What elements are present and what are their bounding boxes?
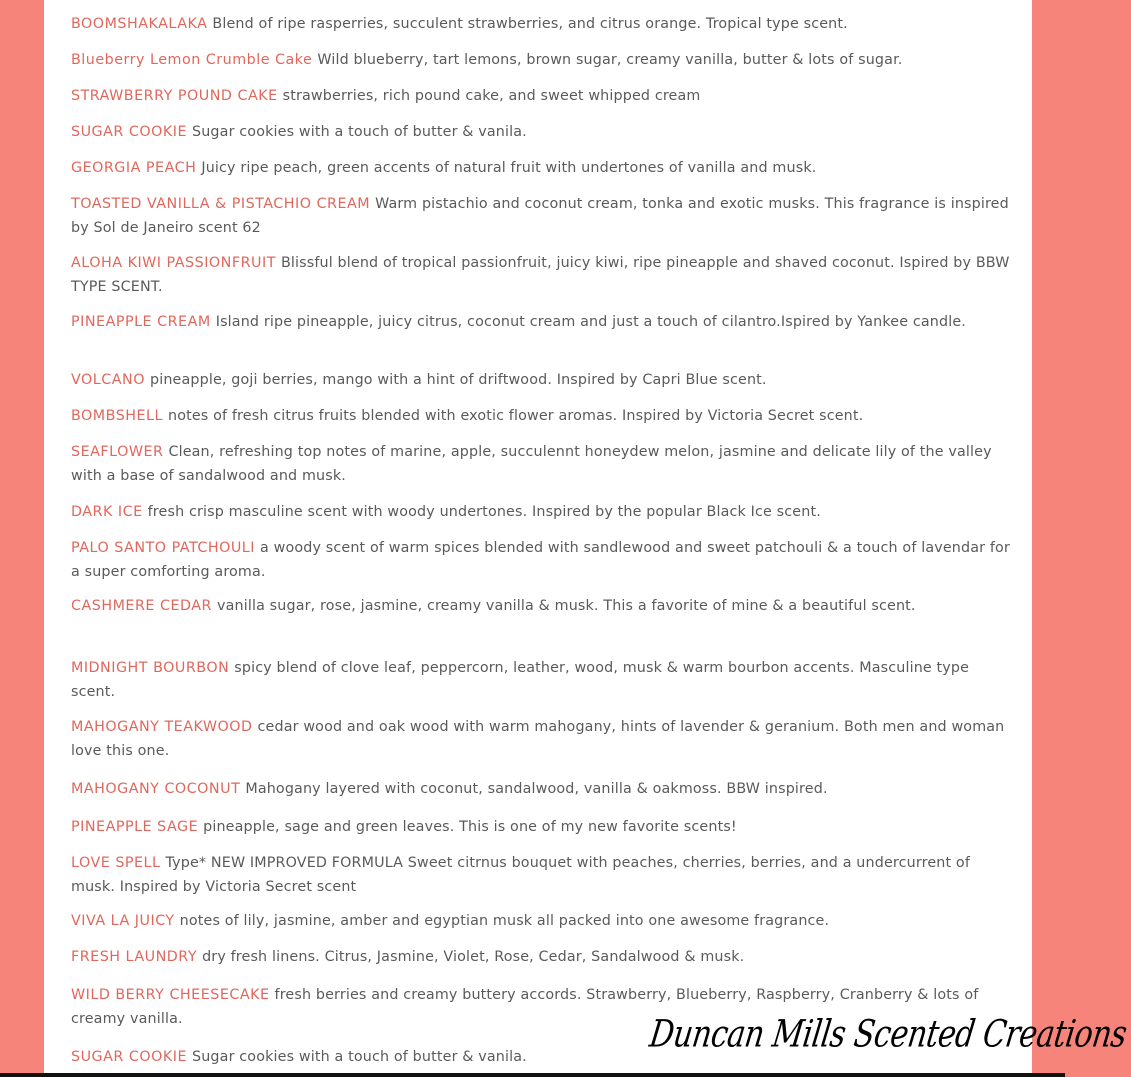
scent-name: MAHOGANY COCONUT — [71, 781, 241, 797]
scent-description: cedar wood and oak wood with warm mahogany, hints of lavender & geranium. Both men and woman love this one. — [71, 719, 1005, 759]
scent-entry — [71, 440, 1014, 488]
scent-entry — [71, 84, 1014, 108]
scent-name: SUGAR COOKIE — [71, 124, 187, 140]
scent-name: PINEAPPLE SAGE — [71, 819, 199, 835]
scent-entry — [71, 368, 1014, 392]
scent-entry — [71, 851, 1014, 899]
scent-name: WILD BERRY CHEESECAKE — [71, 987, 270, 1003]
scent-name: SEAFLOWER — [71, 444, 164, 460]
scent-entry — [71, 251, 1014, 299]
scent-entry — [71, 945, 1014, 969]
scent-description: Warm pistachio and coconut cream, tonka and exotic musks. This fragrance is inspired by Sol de Janeiro scent 62 — [71, 196, 1009, 236]
scent-description: fresh crisp masculine scent with woody undertones. Inspired by the popular Black Ice scent. — [147, 504, 821, 520]
scent-name: MIDNIGHT BOURBON — [71, 660, 230, 676]
scent-entry — [71, 310, 1014, 334]
scent-name: DARK ICE — [71, 504, 143, 520]
scent-list-sheet — [44, 0, 1130, 1073]
scent-entry — [71, 12, 1014, 36]
scent-entry — [71, 715, 1014, 763]
scent-name: PALO SANTO PATCHOULI — [71, 540, 255, 556]
scent-name: ALOHA KIWI PASSIONFRUIT — [71, 255, 276, 271]
scent-name: LOVE SPELL — [71, 855, 161, 871]
scent-description: Type* NEW IMPROVED FORMULA Sweet citrnus bouquet with peaches, cherries, berries, and a undercurrent of musk. Inspired by Victoria Secret scent — [71, 855, 971, 895]
scent-description: Juicy ripe peach, green accents of natural fruit with undertones of vanilla and musk. — [201, 160, 817, 176]
scent-description: Mahogany layered with coconut, sandalwood, vanilla & oakmoss. BBW inspired. — [245, 781, 828, 797]
scent-description: Island ripe pineapple, juicy citrus, coconut cream and just a touch of cilantro.Ispired by Yankee candle. — [215, 314, 966, 330]
scent-name: MAHOGANY TEAKWOOD — [71, 719, 253, 735]
scent-description: a woody scent of warm spices blended with sandlewood and sweet patchouli & a touch of lavendar for a super comforting aroma. — [71, 540, 1010, 580]
scent-entry — [71, 192, 1014, 240]
scent-name: PINEAPPLE CREAM — [71, 314, 211, 330]
scent-description: Sugar cookies with a touch of butter & vanila. — [192, 1049, 527, 1065]
scent-description: notes of fresh citrus fruits blended with exotic flower aromas. Inspired by Victoria Secret scent. — [168, 408, 864, 424]
scent-name: VIVA LA JUICY — [71, 913, 175, 929]
scent-entry — [71, 500, 1014, 524]
scent-name: CASHMERE CEDAR — [71, 598, 212, 614]
scent-description: dry fresh linens. Citrus, Jasmine, Violet, Rose, Cedar, Sandalwood & musk. — [202, 949, 745, 965]
scent-description: vanilla sugar, rose, jasmine, creamy vanilla & musk. This a favorite of mine & a beautiful scent. — [216, 598, 916, 614]
scent-entry — [71, 48, 1014, 72]
scent-entry — [71, 777, 1014, 801]
signature: Duncan Mills Scented Creations — [647, 1012, 1130, 1057]
scent-entry — [71, 156, 1014, 180]
scent-description: Wild blueberry, tart lemons, brown sugar, creamy vanilla, butter & lots of sugar. — [317, 52, 903, 68]
scent-name: BOMBSHELL — [71, 408, 163, 424]
scent-description: Sugar cookies with a touch of butter & vanila. — [192, 124, 527, 140]
scent-entry — [71, 656, 1014, 704]
scent-name: SUGAR COOKIE — [71, 1049, 187, 1065]
scent-description: Blend of ripe rasperries, succulent strawberries, and citrus orange. Tropical type scent. — [212, 16, 848, 32]
scent-entry — [71, 815, 1014, 839]
scent-name: BOOMSHAKALAKA — [71, 16, 208, 32]
scent-description: notes of lily, jasmine, amber and egyptian musk all packed into one awesome fragrance. — [179, 913, 830, 929]
scent-description: spicy blend of clove leaf, peppercorn, leather, wood, musk & warm bourbon accents. Masculine type scent. — [71, 660, 970, 700]
scent-entry — [71, 404, 1014, 428]
scent-entry — [71, 594, 1014, 618]
scent-description: pineapple, sage and green leaves. This is one of my new favorite scents! — [203, 819, 737, 835]
scent-description: pineapple, goji berries, mango with a hint of driftwood. Inspired by Capri Blue scent. — [149, 372, 767, 388]
scent-name: STRAWBERRY POUND CAKE — [71, 88, 278, 104]
bottom-border — [0, 1073, 1065, 1077]
scent-entry — [71, 120, 1014, 144]
scent-entry — [71, 909, 1014, 933]
scent-name: TOASTED VANILLA & PISTACHIO CREAM — [71, 196, 371, 212]
scent-description: Blissful blend of tropical passionfruit, juicy kiwi, ripe pineapple and shaved coconut. Ispired by BBW TYPE SCENT. — [71, 255, 1010, 295]
scent-description: fresh berries and creamy buttery accords. Strawberry, Blueberry, Raspberry, Cranberry & lots of creamy vanilla. — [71, 987, 979, 1027]
scent-name: FRESH LAUNDRY — [71, 949, 198, 965]
scent-name: Blueberry Lemon Crumble Cake — [71, 52, 313, 68]
scent-description: strawberries, rich pound cake, and sweet whipped cream — [282, 88, 701, 104]
scent-name: GEORGIA PEACH — [71, 160, 197, 176]
scent-entry — [71, 536, 1014, 584]
scent-name: VOLCANO — [71, 372, 145, 388]
scent-description: Clean, refreshing top notes of marine, apple, succulennt honeydew melon, jasmine and delicate lily of the valley with a base of sandalwood and musk. — [71, 444, 992, 484]
